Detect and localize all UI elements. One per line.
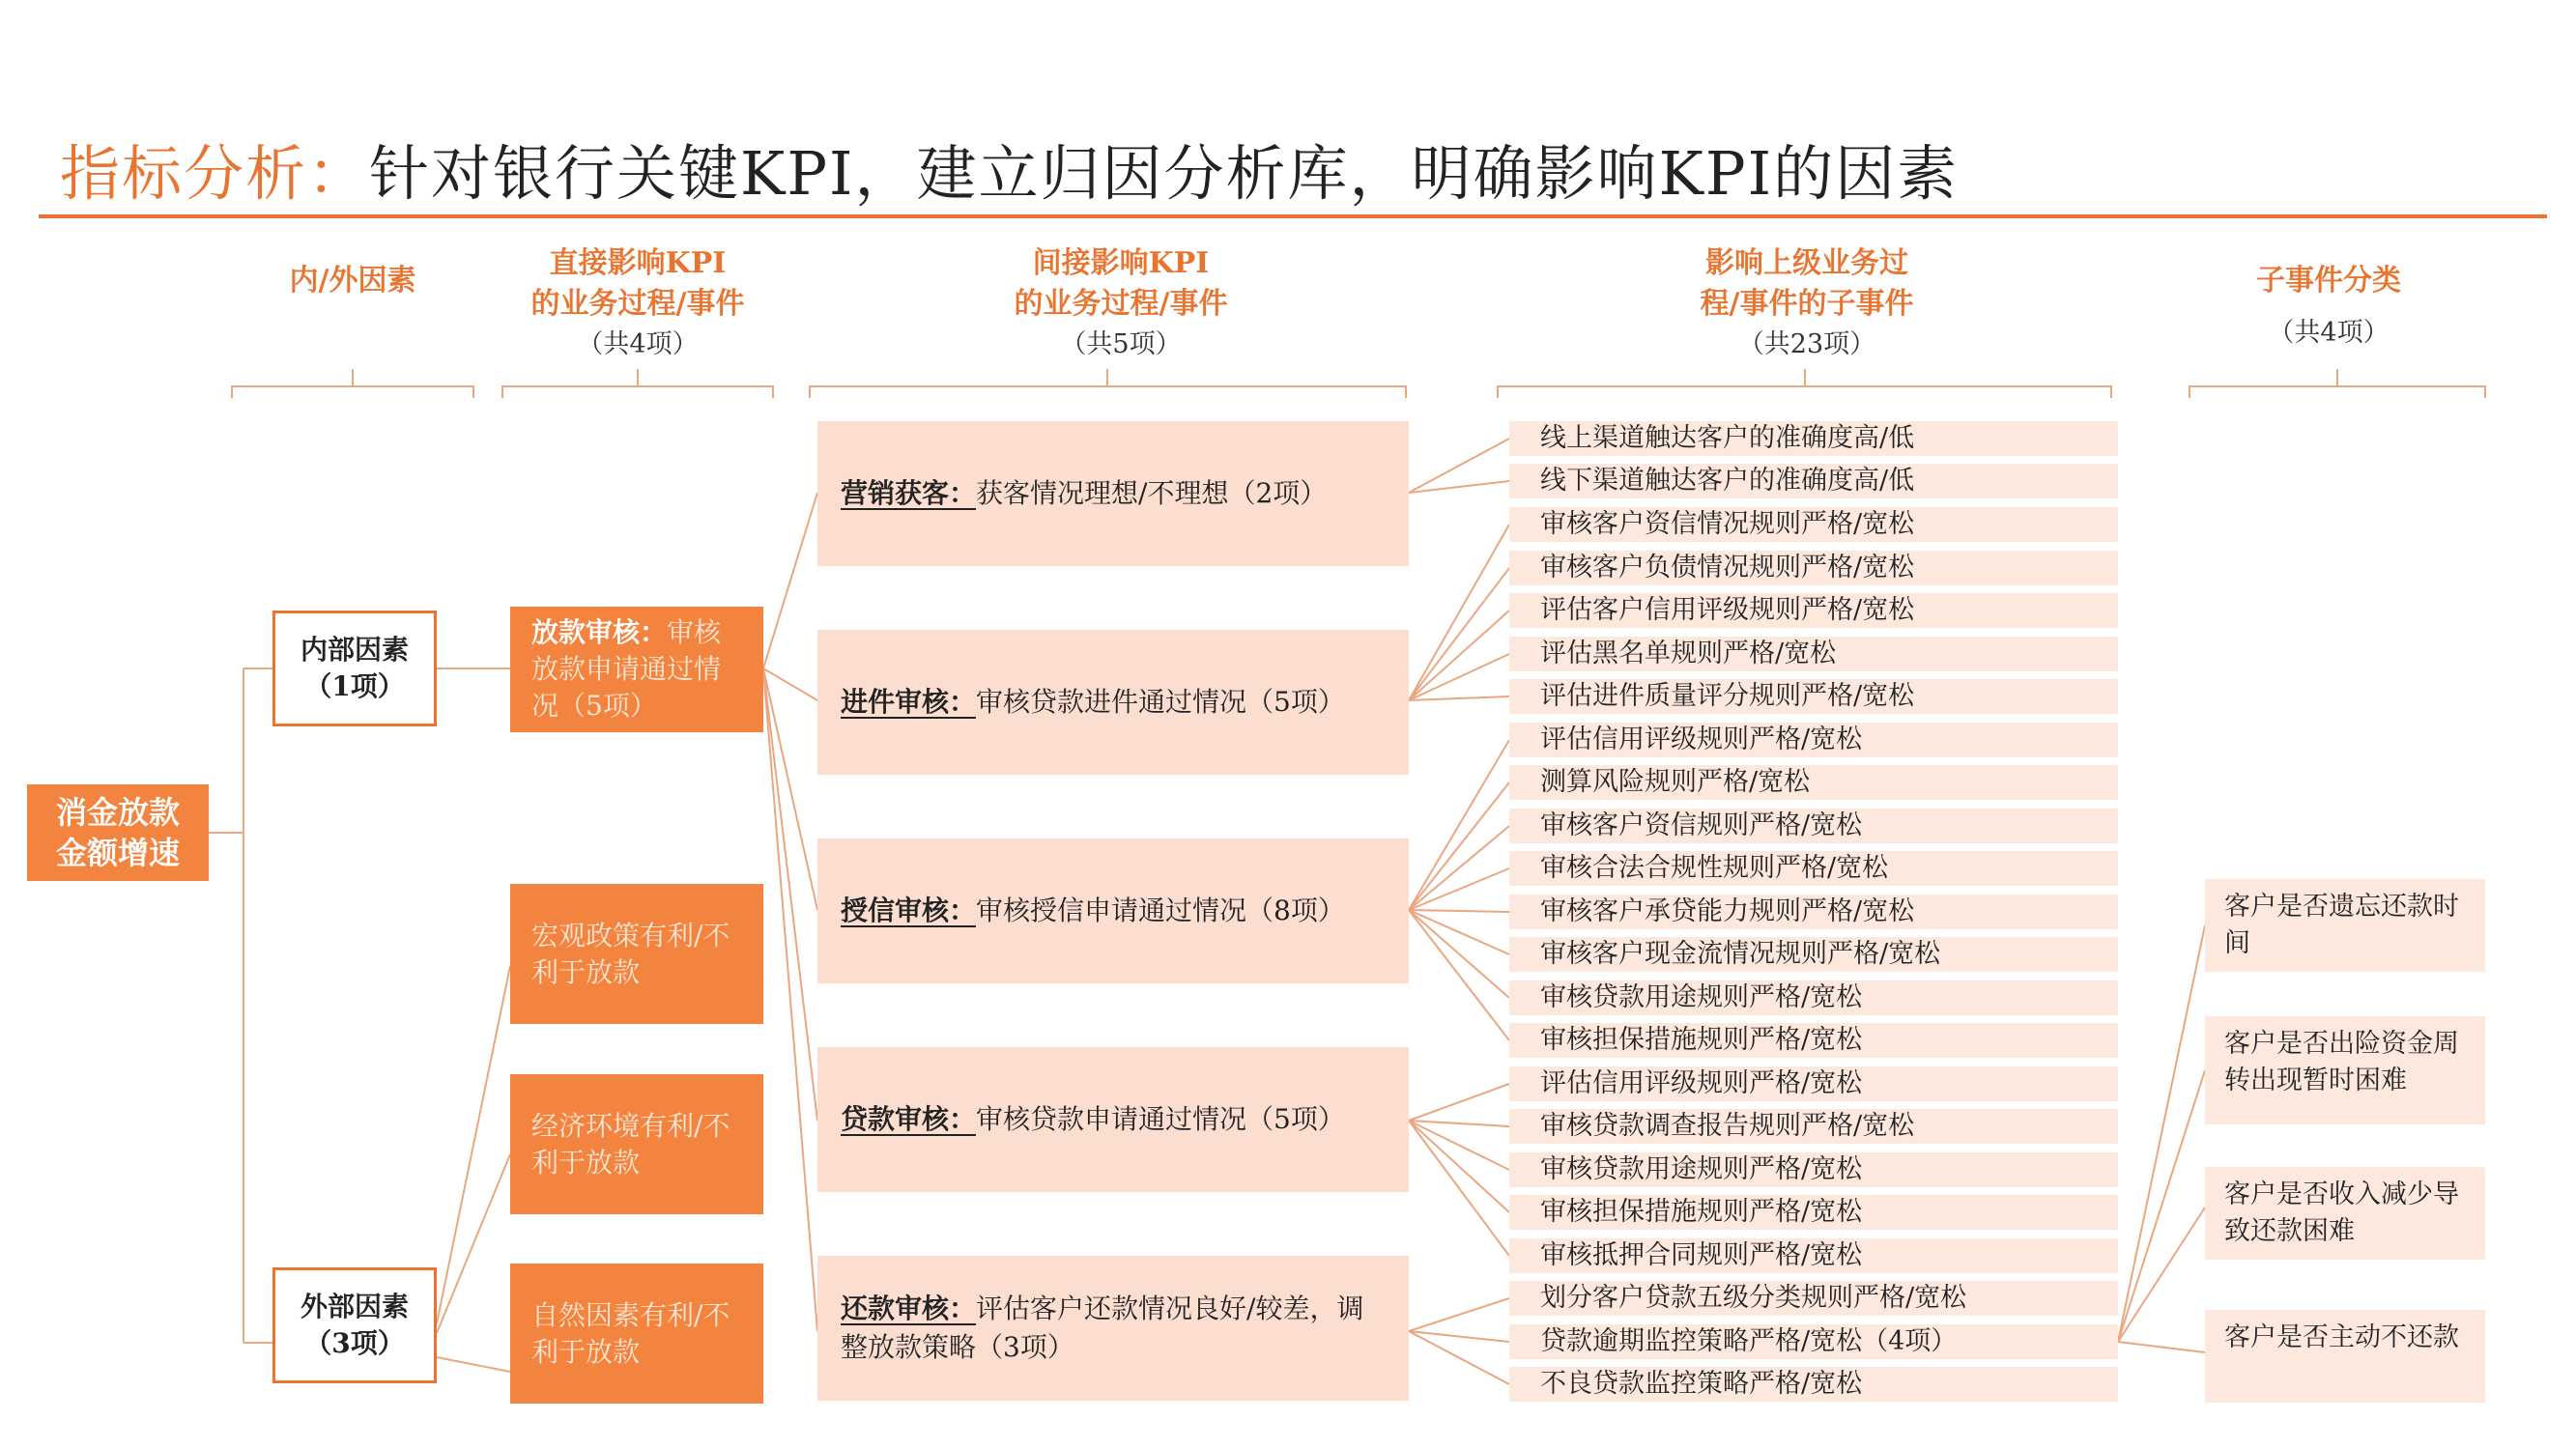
header-title: 影响上级业务过 程/事件的子事件	[1700, 246, 1914, 321]
title-highlight: 指标分析：	[60, 138, 370, 209]
indirect-to-sub-line	[1409, 1084, 1509, 1256]
event-label: 还款审核：	[841, 1293, 977, 1324]
direct-event-natural	[510, 1264, 763, 1404]
class-item: 客户是否主动不还款	[2205, 1310, 2485, 1403]
header-title: 子事件分类	[2256, 264, 2401, 298]
internal-factor-box: 内部因素 （1项）	[272, 611, 437, 726]
indirect-to-sub-line	[1409, 1298, 1509, 1384]
direct-to-indirect-line	[763, 493, 817, 1331]
sub-event-item: 审核担保措施规则严格/宽松	[1509, 1195, 2118, 1230]
event-label: 贷款审核：	[841, 1103, 977, 1135]
sub-event-item: 测算风险规则严格/宽松	[1509, 765, 2118, 800]
event-text: 经济环境有利/不利于放款	[531, 1109, 730, 1179]
class-item: 客户是否收入减少导致还款困难	[2205, 1167, 2485, 1260]
header-count: （共5项）	[1060, 329, 1182, 359]
sub-event-item: 评估信用评级规则严格/宽松	[1509, 723, 2118, 757]
header-count: （共4项）	[577, 329, 699, 359]
sub-event-item: 审核客户资信规则严格/宽松	[1509, 809, 2118, 843]
event-label: 营销获客：	[841, 477, 977, 509]
kpi-to-factors-line	[209, 668, 272, 1343]
event-text: 评估客户还款情况良好/较差，调整放款策略（3项）	[841, 1293, 1364, 1363]
header-title: 直接影响KPI 的业务过程/事件	[530, 246, 745, 321]
header-bracket	[1498, 369, 2111, 398]
sub-event-item: 不良贷款监控策略严格/宽松	[1509, 1367, 2118, 1402]
sub-event-item: 审核客户承贷能力规则严格/宽松	[1509, 895, 2118, 929]
header-count: （共4项）	[2268, 318, 2390, 348]
header-bracket	[232, 369, 473, 398]
direct-event-economy	[510, 1074, 763, 1214]
header-title: 间接影响KPI 的业务过程/事件	[1014, 246, 1228, 321]
sub-event-item: 评估客户信用评级规则严格/宽松	[1509, 593, 2118, 628]
class-item: 客户是否出险资金周转出现暂时困难	[2205, 1016, 2485, 1124]
indirect-to-sub-line	[1409, 525, 1509, 700]
sub-event-item: 审核担保措施规则严格/宽松	[1509, 1023, 2118, 1058]
event-text: 获客情况理想/不理想（2项）	[976, 477, 1328, 509]
sub-event-item: 评估信用评级规则严格/宽松	[1509, 1066, 2118, 1101]
event-label: 授信审核：	[841, 895, 977, 926]
indirect-event-application	[817, 630, 1409, 775]
sub-event-item: 审核客户现金流情况规则严格/宽松	[1509, 937, 2118, 972]
sub-event-item: 审核贷款用途规则严格/宽松	[1509, 1152, 2118, 1187]
indirect-event-credit	[817, 838, 1409, 983]
title-main: 针对银行关键KPI，建立归因分析库，明确影响KPI的因素	[369, 138, 1960, 209]
sub-event-item: 贷款逾期监控策略严格/宽松（4项）	[1509, 1324, 2118, 1359]
header-bracket	[502, 369, 773, 398]
header-bracket	[2190, 369, 2485, 398]
direct-event-macro-policy	[510, 884, 763, 1024]
header-count: （共23项）	[1737, 329, 1876, 359]
event-text: 审核授信申请通过情况（8项）	[976, 895, 1345, 926]
indirect-to-sub-line	[1409, 439, 1509, 493]
sub-event-item: 审核客户资信情况规则严格/宽松	[1509, 507, 2118, 542]
sub-event-item: 审核贷款调查报告规则严格/宽松	[1509, 1109, 2118, 1144]
sub-event-item: 划分客户贷款五级分类规则严格/宽松	[1509, 1281, 2118, 1316]
event-text: 审核贷款申请通过情况（5项）	[976, 1103, 1345, 1135]
sub-event-item: 线下渠道触达客户的准确度高/低	[1509, 464, 2118, 498]
class-item: 客户是否遗忘还款时间	[2205, 879, 2485, 972]
indirect-event-marketing	[817, 421, 1409, 566]
sub-event-item: 审核客户负债情况规则严格/宽松	[1509, 551, 2118, 585]
sub-event-item: 评估进件质量评分规则严格/宽松	[1509, 679, 2118, 714]
header-bracket	[810, 369, 1406, 398]
direct-event-loan-review	[510, 607, 763, 732]
indirect-to-sub-line	[1409, 740, 1509, 1040]
sub-event-item: 审核抵押合同规则严格/宽松	[1509, 1238, 2118, 1273]
event-label: 进件审核：	[841, 686, 977, 718]
external-to-direct-line	[437, 966, 510, 1372]
event-text: 审核贷款进件通过情况（5项）	[976, 686, 1345, 718]
event-text: 宏观政策有利/不利于放款	[531, 919, 730, 988]
header-title: 内/外因素	[289, 264, 416, 298]
sub-event-item: 审核合法合规性规则严格/宽松	[1509, 851, 2118, 886]
event-label: 放款审核：	[531, 616, 668, 648]
indirect-event-repayment	[817, 1256, 1409, 1401]
sub-event-item: 审核贷款用途规则严格/宽松	[1509, 980, 2118, 1015]
indirect-event-loan	[817, 1047, 1409, 1192]
sub-event-item: 线上渠道触达客户的准确度高/低	[1509, 421, 2118, 456]
kpi-box: 消金放款 金额增速	[27, 784, 209, 881]
event-text: 自然因素有利/不利于放款	[531, 1298, 730, 1368]
sub-event-item: 评估黑名单规则严格/宽松	[1509, 637, 2118, 671]
event-text: 审核放款申请通过情况（5项）	[531, 616, 722, 722]
external-factor-box: 外部因素 （3项）	[272, 1267, 437, 1383]
sub-to-class-line	[2118, 925, 2205, 1352]
